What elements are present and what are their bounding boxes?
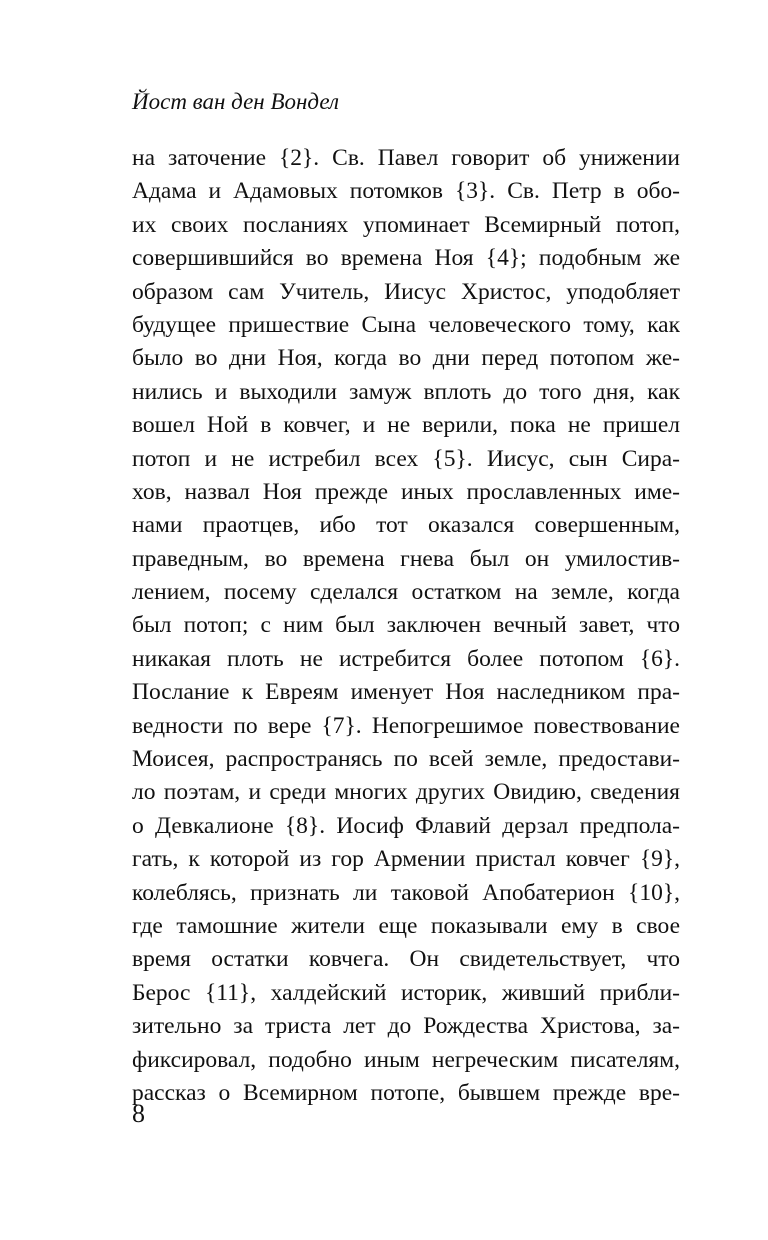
text-line: на заточение {2}. Св. Павел говорит об унижении — [132, 145, 680, 171]
text-line: зительно за триста лет до Рождества Христова, за- — [132, 1013, 680, 1040]
text-line: Адама и Адамовых потомков {3}. Св. Петр в обо- — [132, 178, 680, 205]
text-line: будущее пришествие Сына человеческого тому, как — [132, 311, 680, 338]
text-line: Берос {11}, халдейский историк, живший прибли- — [132, 979, 680, 1006]
body-text — [132, 142, 680, 1110]
text-line: нились и выходили замуж вплоть до того дня, как — [132, 378, 680, 405]
running-head: Йост ван ден Вондел — [132, 89, 339, 114]
text-line: где тамошние жители еще показывали ему в свое — [132, 912, 680, 939]
text-line: ло поэтам, и среди многих других Овидию, сведения — [132, 779, 680, 806]
text-line: колеблясь, признать ли таковой Апобатерион {10}, — [132, 879, 680, 906]
text-line: хов, назвал Ноя прежде иных прославленных име- — [132, 478, 680, 505]
page-number: 8 — [132, 1099, 145, 1128]
text-line: нами праотцев, ибо тот оказался совершенным, — [132, 512, 680, 539]
text-line: гать, к которой из гор Армении пристал ковчег {9}, — [132, 846, 680, 873]
text-line: Моисея, распространясь по всей земле, предостави- — [132, 746, 680, 773]
text-line: вошел Ной в ковчег, и не верили, пока не пришел — [132, 412, 680, 439]
text-line: фиксировал, подобно иным негреческим писателям, — [132, 1046, 680, 1073]
text-line: рассказ о Всемирном потопе, бывшем прежде вре- — [132, 1079, 680, 1106]
text-line: совершившийся во времена Ноя {4}; подобным же — [132, 245, 680, 272]
text-line: ведности по вере {7}. Непогрешимое повествование — [132, 712, 680, 739]
text-line: был потоп; с ним был заключен вечный завет, что — [132, 612, 680, 639]
text-line: о Девкалионе {8}. Иосиф Флавий дерзал предпола- — [132, 812, 680, 839]
text-line: было во дни Ноя, когда во дни перед потопом же- — [132, 345, 680, 372]
text-line: Послание к Евреям именует Ноя наследником пра- — [132, 679, 680, 706]
text-line: их своих посланиях упоминает Всемирный потоп, — [132, 211, 680, 238]
text-line: лением, посему сделался остатком на земле, когда — [132, 579, 680, 606]
text-line: время остатки ковчега. Он свидетельствует, что — [132, 946, 680, 973]
text-line: образом сам Учитель, Иисус Христос, уподобляет — [132, 278, 680, 305]
text-line: праведным, во времена гнева был он умилостив- — [132, 545, 680, 572]
text-line: никакая плоть не истребится более потопом {6}. — [132, 645, 680, 672]
text-line: потоп и не истребил всех {5}. Иисус, сын Сира- — [132, 445, 680, 472]
